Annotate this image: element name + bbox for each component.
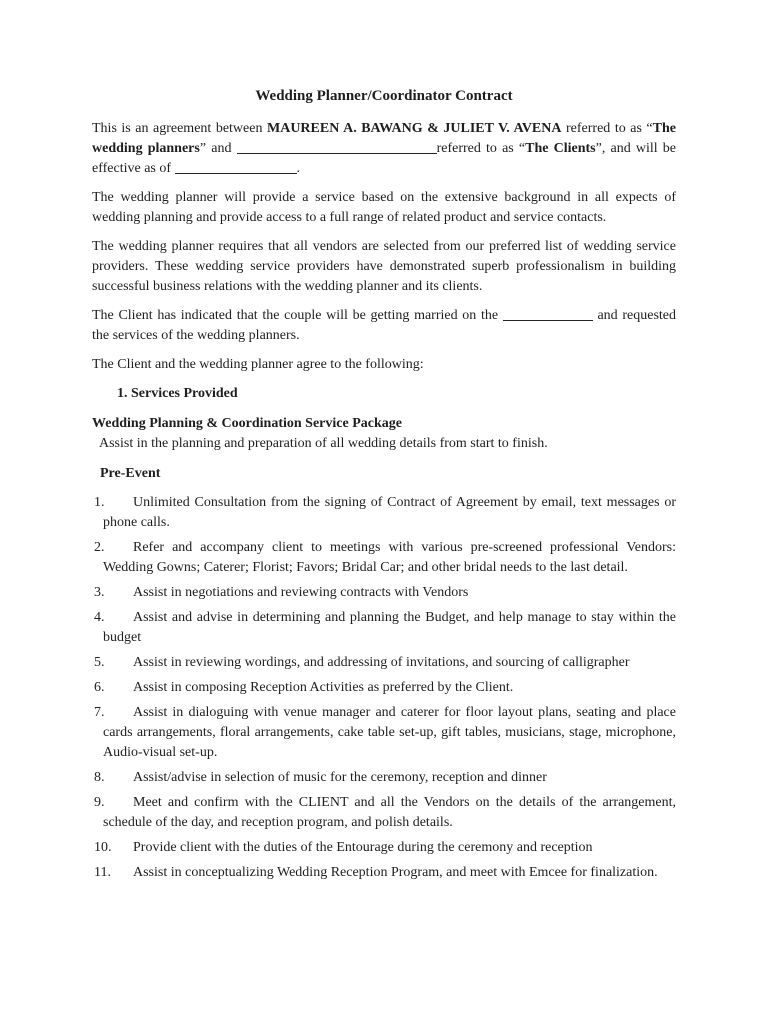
list-item (94, 653, 676, 673)
intro-text-run: referred to as “ (436, 141, 526, 156)
list-item-text: Assist and advise in determining and planning the Budget, and help manage to stay within the budget (103, 610, 676, 645)
list-item-number: 3. (94, 585, 105, 600)
intro-paragraph (92, 119, 676, 179)
list-item (94, 493, 676, 533)
wedding-date-paragraph (92, 306, 676, 346)
list-item (94, 583, 676, 603)
effective-date-blank (175, 161, 297, 174)
intro-text-run: . (296, 161, 301, 176)
list-item (94, 703, 676, 763)
list-item-text: Assist in dialoguing with venue manager and caterer for floor layout plans, seating and place cards arrangements, floral arrangements, cake table set-up, gift tables, musicians, stage, microphone, Audio-visual set-up. (103, 705, 676, 760)
list-item-text: Refer and accompany client to meetings with various pre-screened professional Vendors: Wedding Gowns; Caterer; Florist; Favors; Bridal Car; and other bridal needs to the last detail. (103, 540, 676, 575)
wedding-date-text-run: The Client has indicated that the couple will be getting married on the (92, 308, 503, 323)
intro-text-run: ” and (199, 141, 237, 156)
agreement-lead-in: The Client and the wedding planner agree to the following: (92, 357, 424, 372)
vendor-policy-paragraph: The wedding planner requires that all vendors are selected from our preferred list of wedding service providers. These wedding service providers have demonstrated superb professionalism in building successful business relations with the wedding planner and its clients. (92, 239, 676, 294)
list-item-text: Assist/advise in selection of music for the ceremony, reception and dinner (133, 770, 547, 785)
planners-term: The wedding planners (92, 121, 676, 156)
list-item-text: Provide client with the duties of the Entourage during the ceremony and reception (133, 840, 593, 855)
intro-text-run: ”, and will be effective as of (92, 141, 676, 176)
list-item (94, 838, 676, 858)
section-1-heading (117, 384, 676, 404)
list-item-text: Assist in composing Reception Activities as preferred by the Client. (133, 680, 514, 695)
list-item (94, 538, 676, 578)
list-item (94, 608, 676, 648)
list-item-text: Assist in negotiations and reviewing contracts with Vendors (133, 585, 469, 600)
list-item-text: Meet and confirm with the CLIENT and all the Vendors on the details of the arrangement, schedule of the day, and reception program, and polish details. (103, 795, 676, 830)
pre-event-heading: Pre-Event (100, 466, 161, 481)
wedding-date-text-run: and requested the services of the wedding planners. (92, 308, 677, 343)
wedding-date-blank (503, 308, 593, 321)
intro-text-run: referred to as “ (561, 121, 653, 136)
list-item-number: 6. (94, 680, 105, 695)
list-item (94, 678, 676, 698)
list-item-number: 4. (94, 610, 105, 625)
list-item-number: 9. (94, 795, 105, 810)
clients-term: The Clients (525, 141, 596, 156)
list-item-text: Unlimited Consultation from the signing of Contract of Agreement by email, text messages or phone calls. (103, 495, 676, 530)
planner-names: MAUREEN A. BAWANG & JULIET V. AVENA (267, 121, 562, 136)
list-item-number: 7. (94, 705, 105, 720)
list-item (94, 768, 676, 788)
list-item (94, 863, 676, 883)
list-item-text: Assist in conceptualizing Wedding Reception Program, and meet with Emcee for finalization. (133, 865, 658, 880)
contract-title: Wedding Planner/Coordinator Contract (255, 88, 513, 104)
package-heading: Wedding Planning & Coordination Service Package (92, 416, 402, 431)
list-item-number: 5. (94, 655, 105, 670)
clients-name-blank (237, 141, 437, 154)
package-description: Assist in the planning and preparation of all wedding details from start to finish. (99, 436, 548, 451)
list-item-number: 11. (94, 865, 111, 880)
list-item-number: 10. (94, 840, 112, 855)
service-scope-paragraph: The wedding planner will provide a service based on the extensive background in all expects of wedding planning and provide access to a full range of related product and service contacts. (92, 190, 676, 225)
list-item-number: 8. (94, 770, 105, 785)
section-1-label: Services Provided (131, 386, 238, 401)
pre-event-list (92, 493, 676, 883)
list-item (94, 793, 676, 833)
list-item-number: 1. (94, 495, 105, 510)
intro-text-run: This is an agreement between (92, 121, 267, 136)
list-item-text: Assist in reviewing wordings, and addressing of invitations, and sourcing of calligrapher (133, 655, 630, 670)
list-item-number: 2. (94, 540, 105, 555)
section-1-number: 1. (117, 386, 128, 401)
